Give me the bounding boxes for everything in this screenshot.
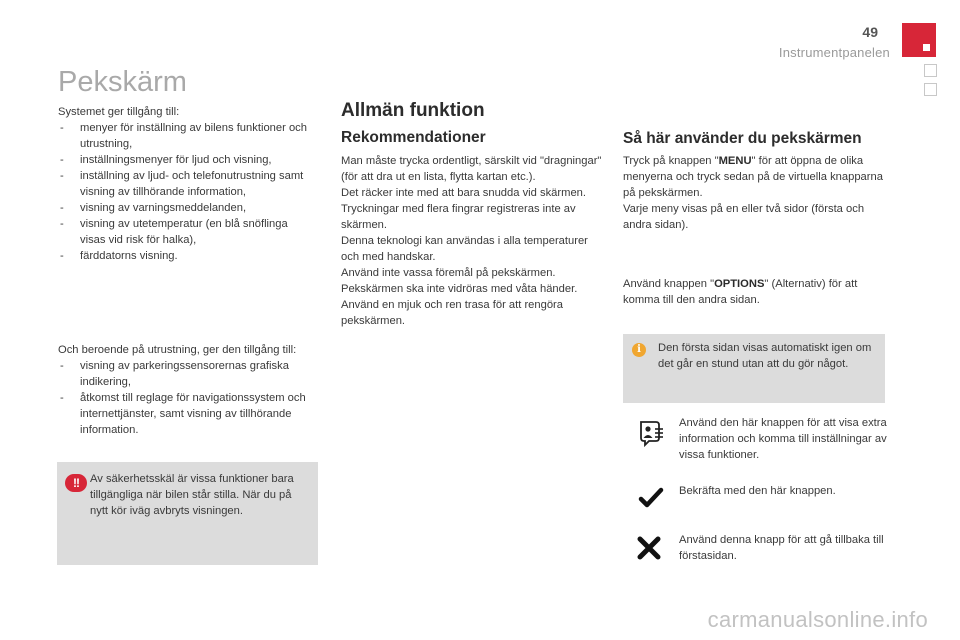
- paragraph: Man måste trycka ordentligt, särskilt vid "dragningar" (för att dra ut en lista, flytta kartan etc.).: [341, 155, 602, 183]
- square-outline-icon: [924, 64, 937, 77]
- paragraph: Pekskärmen ska inte vidröras med våta händer.: [341, 283, 578, 295]
- text-fragment: " för att öppna de olika menyerna och tryck sedan på de virtuella knapparna på pekskärmen.: [623, 155, 883, 199]
- intro-list: [58, 120, 316, 264]
- warning-text: Av säkerhetsskäl är vissa funktioner bara tillgängliga när bilen står stilla. När du på nytt kör iväg avbryts visningen.: [90, 473, 294, 517]
- info-box: [623, 334, 885, 403]
- close-icon: [636, 535, 662, 561]
- intro-lead: Systemet ger tillgång till:: [58, 106, 180, 118]
- paragraph: Varje meny visas på en eller två sidor (första och andra sidan).: [623, 203, 865, 231]
- info-text: Den första sidan visas automatiskt igen om det går en stund utan att du gör något.: [658, 342, 872, 370]
- paragraph: Använd en mjuk och ren trasa för att rengöra pekskärmen.: [341, 299, 564, 327]
- list-item: - åtkomst till reglage för navigationssystem och internettjänster, samt visning av tillhörande information.: [58, 390, 316, 438]
- square-outline-icon: [924, 83, 937, 96]
- warning-icon: !!: [65, 474, 87, 492]
- list-item: - menyer för inställning av bilens funktioner och utrustning,: [58, 120, 316, 152]
- info-icon: i: [632, 343, 646, 357]
- list-item: - visning av utetemperatur (en blå snöflinga visas vid risk för halka),: [58, 216, 316, 248]
- usage-text: [623, 153, 885, 233]
- text-fragment: Tryck på knappen ": [623, 155, 719, 167]
- paragraph: [623, 153, 885, 201]
- equipment-lead: Och beroende på utrustning, ger den tillgång till:: [58, 344, 297, 356]
- watermark: carmanualsonline.info: [707, 607, 928, 632]
- page-number: 49: [862, 24, 878, 40]
- page-title: Pekskärm: [58, 66, 187, 98]
- paragraph: Denna teknologi kan användas i alla temperaturer och med handskar.: [341, 235, 588, 263]
- equipment-block: [58, 342, 316, 438]
- chapter-tab: [902, 23, 936, 57]
- check-icon: [638, 486, 664, 510]
- text-fragment: " (Alternativ) för att komma till den andra sidan.: [623, 278, 858, 306]
- warning-box: [57, 462, 318, 565]
- usage-heading: Så här använder du pekskärmen: [623, 130, 862, 147]
- paragraph: Det räcker inte med att bara snudda vid skärmen.: [341, 187, 586, 199]
- tab-square-icon: [923, 44, 930, 51]
- list-item: - inställningsmenyer för ljud och visning,: [58, 152, 316, 168]
- back-button-text: Använd denna knapp för att gå tillbaka till förstasidan.: [679, 534, 884, 562]
- options-key: OPTIONS: [714, 278, 765, 290]
- menu-key: MENU: [718, 155, 752, 167]
- list-item: - visning av varningsmeddelanden,: [58, 200, 316, 216]
- list-item: - inställning av ljud- och telefonutrustning samt visning av tillhörande information,: [58, 168, 316, 200]
- recommendations-heading: Rekommendationer: [341, 129, 486, 146]
- paragraph: [623, 276, 885, 308]
- section-name: Instrumentpanelen: [778, 45, 890, 60]
- text-fragment: Använd knappen ": [623, 278, 715, 290]
- recommendations-text: [341, 153, 603, 329]
- paragraph: Tryckningar med flera fingrar registreras inte av skärmen.: [341, 203, 576, 231]
- paragraph: Använd inte vassa föremål på pekskärmen.: [341, 267, 556, 279]
- list-item: - visning av parkeringssensorernas grafiska indikering,: [58, 358, 316, 390]
- options-text: [623, 276, 885, 308]
- equipment-list: [58, 358, 316, 438]
- list-item: - färddatorns visning.: [58, 248, 316, 264]
- options-button-text: Använd den här knappen för att visa extra information och komma till inställningar av vissa funktioner.: [679, 417, 887, 461]
- general-heading: Allmän funktion: [341, 100, 485, 121]
- options-menu-icon: [636, 418, 666, 448]
- confirm-button-text: Bekräfta med den här knappen.: [679, 485, 836, 497]
- intro-block: [58, 104, 316, 264]
